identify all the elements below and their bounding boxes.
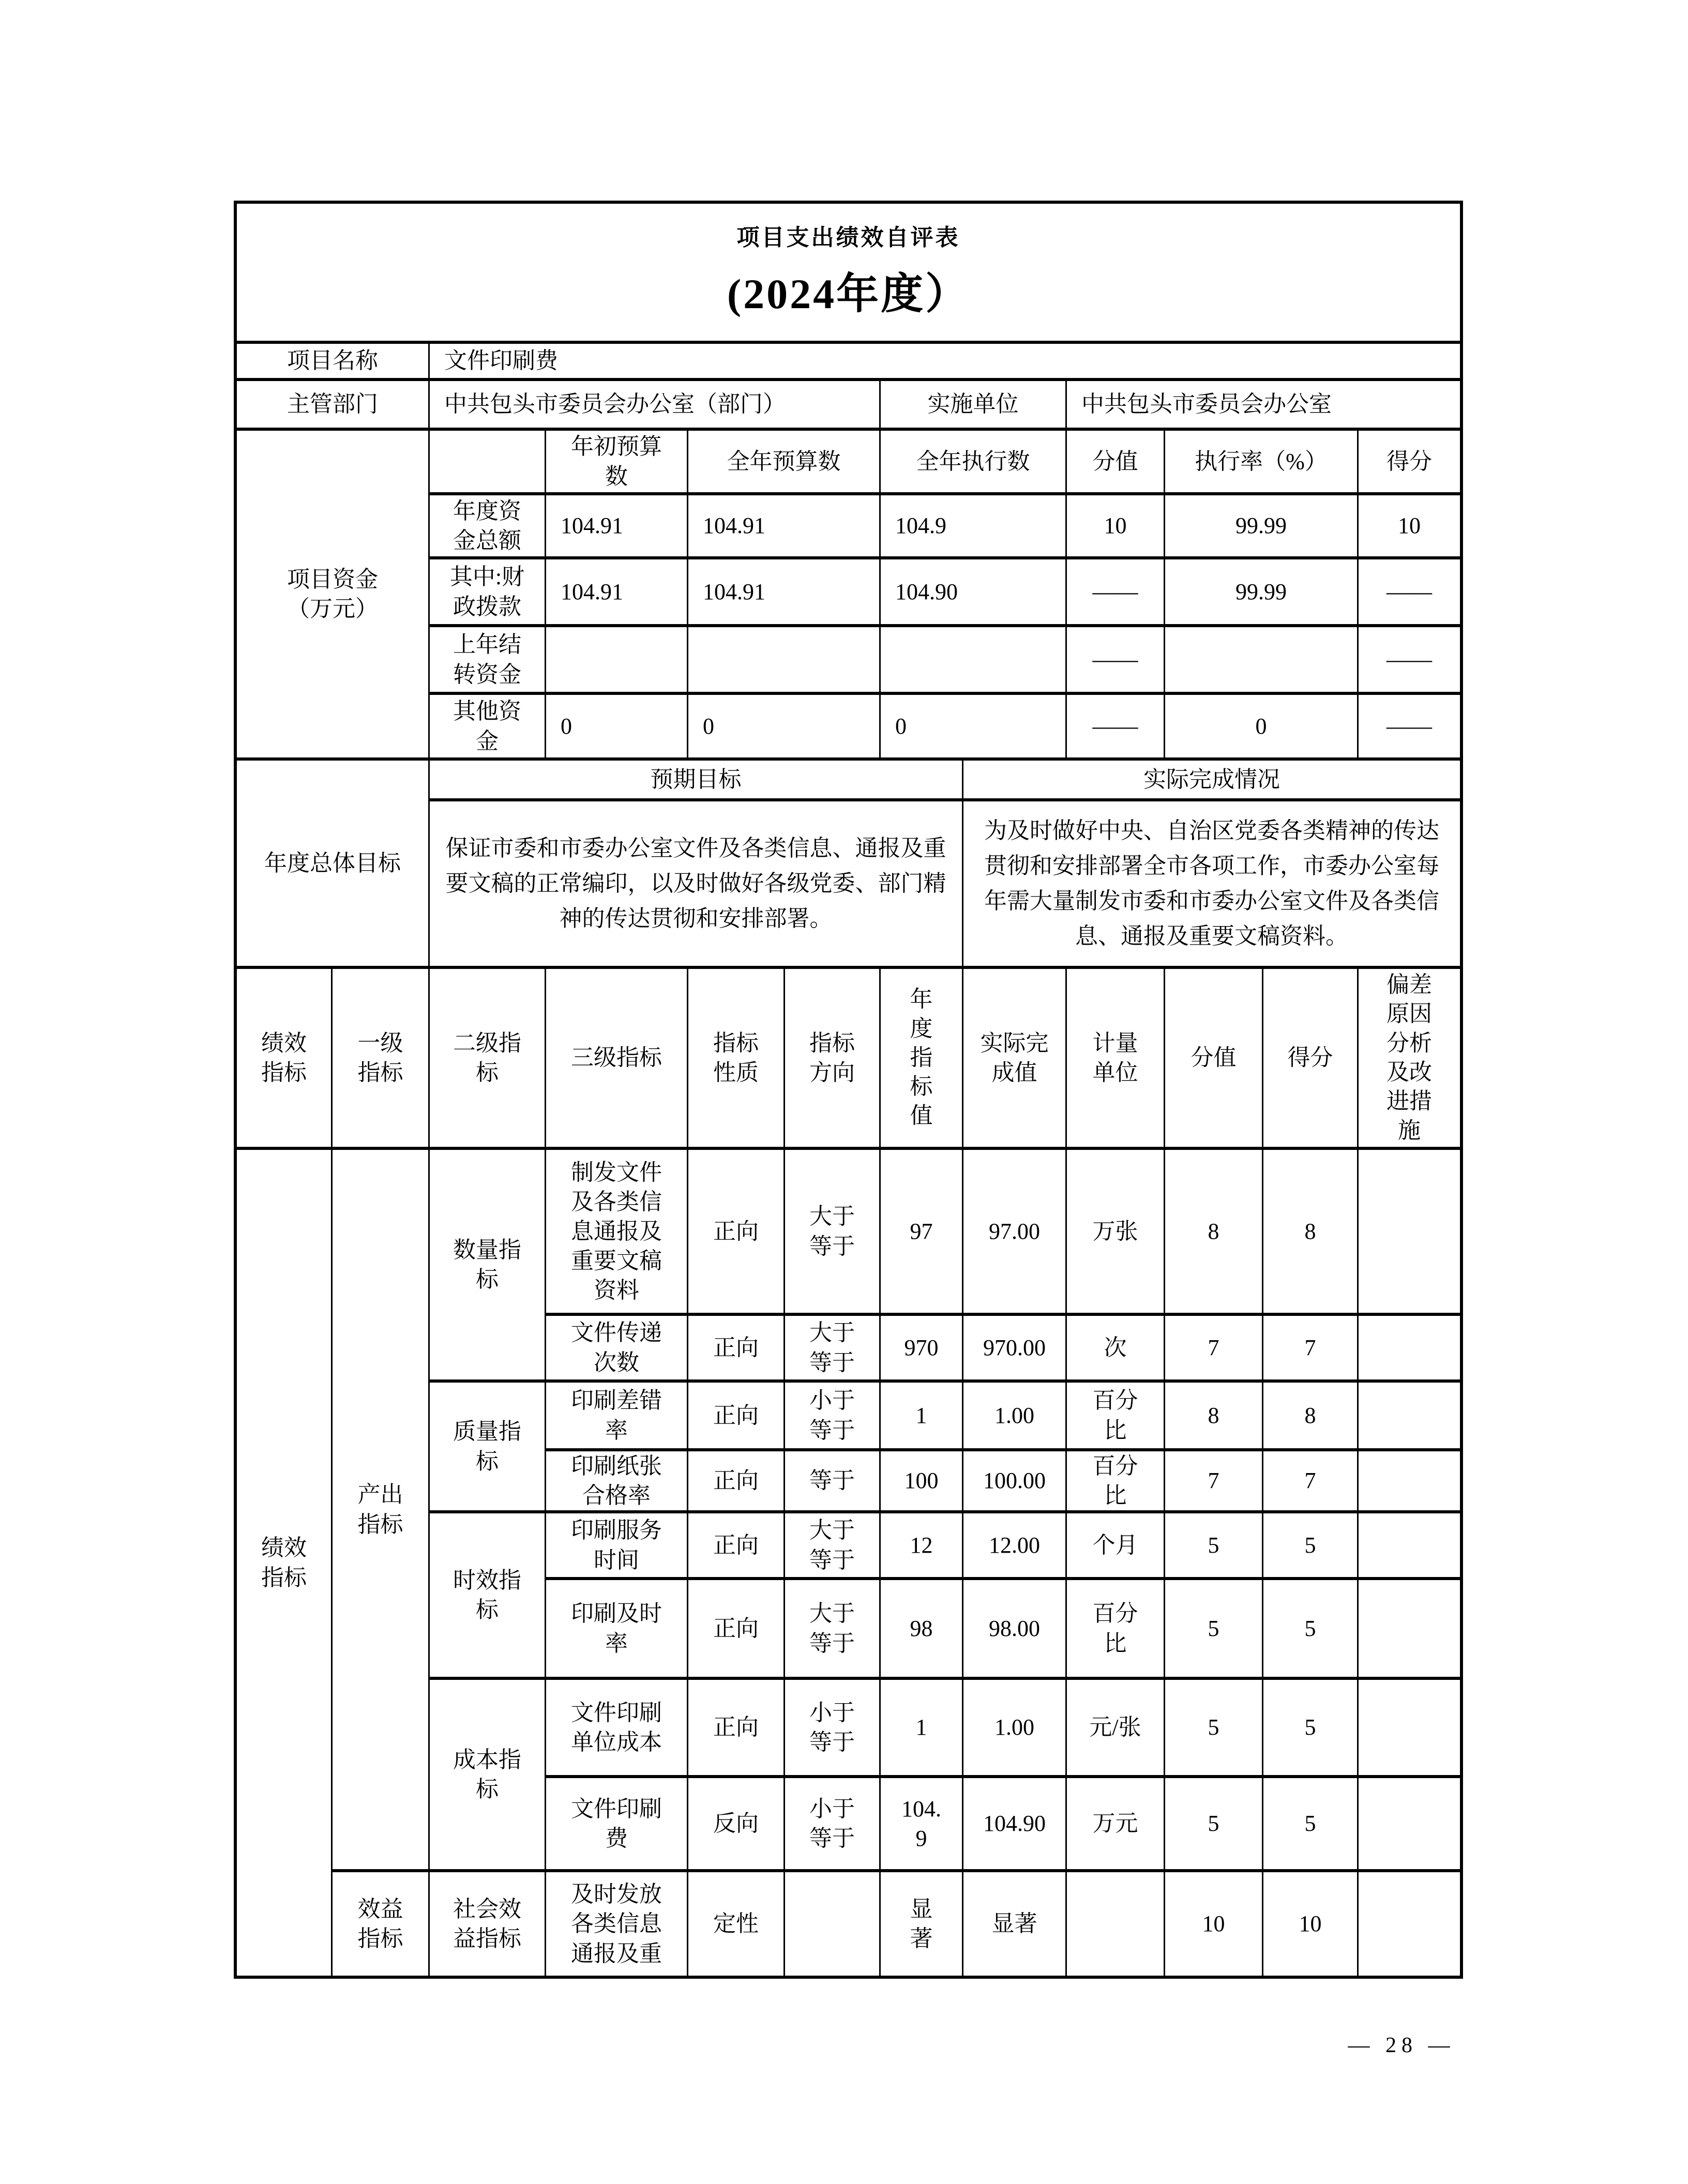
- ind-row-score-value: 7: [1165, 1316, 1263, 1383]
- ind-l2-cost: 成本指标: [430, 1680, 546, 1872]
- ind-header-l1: 一级指标: [333, 969, 430, 1150]
- ind-row-score-value: 8: [1165, 1383, 1263, 1451]
- self-evaluation-table: [234, 201, 1463, 1979]
- funding-row-label: 上年结转资金: [430, 627, 546, 695]
- ind-row-l3: 文件传递次数: [546, 1316, 688, 1383]
- ind-row-actual: 98.00: [963, 1580, 1067, 1680]
- ind-row-score: 7: [1263, 1451, 1359, 1513]
- ind-row-nature: 正向: [688, 1150, 785, 1316]
- funding-cell: 10: [1067, 495, 1165, 559]
- ind-row-nature: 正向: [688, 1513, 785, 1580]
- ind-row-direction: 大于等于: [785, 1316, 881, 1383]
- ind-row-unit: 元/张: [1067, 1680, 1165, 1778]
- ind-row-actual: 100.00: [963, 1451, 1067, 1513]
- ind-row-deviation: [1359, 1383, 1460, 1451]
- ind-row-actual: 104.90: [963, 1778, 1067, 1872]
- title-line-2: (2024年度）: [727, 270, 970, 317]
- ind-header-nature: 指标性质: [688, 969, 785, 1150]
- funding-cell: 104.91: [688, 559, 881, 627]
- ind-row-score: 7: [1263, 1316, 1359, 1383]
- table-title: [237, 204, 1460, 344]
- ind-row-target: 98: [881, 1580, 963, 1680]
- ind-row-actual: 970.00: [963, 1316, 1067, 1383]
- funding-header-score-value: 分值: [1067, 431, 1165, 495]
- ind-row-nature: 反向: [688, 1778, 785, 1872]
- ind-row-score: 10: [1263, 1872, 1359, 1976]
- funding-cell: 99.99: [1165, 559, 1359, 627]
- ind-row-score-value: 5: [1165, 1513, 1263, 1580]
- goals-label: 年度总体目标: [237, 761, 430, 969]
- ind-row-target: 97: [881, 1150, 963, 1316]
- ind-row-direction: 等于: [785, 1451, 881, 1513]
- ind-row-target: 显著: [881, 1872, 963, 1976]
- ind-row-score-value: 7: [1165, 1451, 1263, 1513]
- ind-l1-benefit: 效益指标: [333, 1872, 430, 1976]
- funding-cell: 0: [546, 695, 688, 761]
- ind-row-score: 5: [1263, 1580, 1359, 1680]
- funding-cell: 104.90: [881, 559, 1067, 627]
- funding-cell: 104.91: [546, 495, 688, 559]
- ind-row-nature: 定性: [688, 1872, 785, 1976]
- ind-row-nature: 正向: [688, 1680, 785, 1778]
- ind-row-deviation: [1359, 1872, 1460, 1976]
- ind-header-deviation: 偏差原因分析及改进措施: [1359, 969, 1460, 1150]
- funding-row-label: 其中:财政拨款: [430, 559, 546, 627]
- ind-group-label: 绩效指标: [237, 1150, 333, 1976]
- goals-actual-text: 为及时做好中央、自治区党委各类精神的传达贯彻和安排部署全市各项工作，市委办公室每年需大量制发市委和市委办公室文件及各类信息、通报及重要文稿资料。: [963, 801, 1460, 969]
- funding-cell: 0: [688, 695, 881, 761]
- ind-row-score-value: 10: [1165, 1872, 1263, 1976]
- ind-row-direction: 小于等于: [785, 1778, 881, 1872]
- page-number: — 28 —: [1348, 2034, 1455, 2057]
- ind-l2-time: 时效指标: [430, 1513, 546, 1680]
- ind-row-l3: 及时发放各类信息通报及重: [546, 1872, 688, 1976]
- ind-row-score: 5: [1263, 1778, 1359, 1872]
- ind-row-nature: 正向: [688, 1580, 785, 1680]
- ind-header-actual: 实际完成值: [963, 969, 1067, 1150]
- ind-row-direction: [785, 1872, 881, 1976]
- funding-cell: 10: [1359, 495, 1460, 559]
- title-line-1: 项目支出绩效自评表: [736, 224, 960, 250]
- funding-cell: 99.99: [1165, 495, 1359, 559]
- goals-actual-header: 实际完成情况: [963, 761, 1460, 801]
- funding-header-score: 得分: [1359, 431, 1460, 495]
- funding-row-label: 其他资金: [430, 695, 546, 761]
- ind-row-l3: 印刷及时率: [546, 1580, 688, 1680]
- ind-row-direction: 小于等于: [785, 1680, 881, 1778]
- goals-expected-text: 保证市委和市委办公室文件及各类信息、通报及重要文稿的正常编印，以及时做好各级党委、部门精神的传达贯彻和安排部署。: [430, 801, 963, 969]
- project-name-value: 文件印刷费: [430, 344, 1460, 381]
- ind-row-l3: 文件印刷单位成本: [546, 1680, 688, 1778]
- funding-cell: [688, 627, 881, 695]
- ind-row-unit: 次: [1067, 1316, 1165, 1383]
- ind-row-l3: 印刷差错率: [546, 1383, 688, 1451]
- ind-row-deviation: [1359, 1451, 1460, 1513]
- ind-row-direction: 小于等于: [785, 1383, 881, 1451]
- ind-row-nature: 正向: [688, 1383, 785, 1451]
- ind-row-target: 104.9: [881, 1778, 963, 1872]
- ind-row-score-value: 8: [1165, 1150, 1263, 1316]
- ind-row-score-value: 5: [1165, 1680, 1263, 1778]
- ind-row-unit: [1067, 1872, 1165, 1976]
- funding-header-executed: 全年执行数: [881, 431, 1067, 495]
- ind-row-nature: 正向: [688, 1451, 785, 1513]
- ind-row-target: 100: [881, 1451, 963, 1513]
- ind-row-unit: 万元: [1067, 1778, 1165, 1872]
- ind-l1-output: 产出指标: [333, 1150, 430, 1872]
- funding-cell: [881, 627, 1067, 695]
- funding-cell: 104.9: [881, 495, 1067, 559]
- ind-row-l3: 印刷服务时间: [546, 1513, 688, 1580]
- dept-label: 主管部门: [237, 381, 430, 431]
- ind-header-group: 绩效指标: [237, 969, 333, 1150]
- ind-header-target: 年度指标值: [881, 969, 963, 1150]
- ind-row-score: 8: [1263, 1150, 1359, 1316]
- ind-row-nature: 正向: [688, 1316, 785, 1383]
- project-name-label: 项目名称: [237, 344, 430, 381]
- ind-header-l3: 三级指标: [546, 969, 688, 1150]
- funding-header-exec-rate: 执行率（%）: [1165, 431, 1359, 495]
- ind-row-deviation: [1359, 1316, 1460, 1383]
- ind-row-unit: 百分比: [1067, 1451, 1165, 1513]
- ind-header-direction: 指标方向: [785, 969, 881, 1150]
- funding-cell: ——: [1359, 627, 1460, 695]
- ind-row-unit: 个月: [1067, 1513, 1165, 1580]
- funding-cell: ——: [1067, 559, 1165, 627]
- funding-cell: [1165, 627, 1359, 695]
- ind-row-target: 12: [881, 1513, 963, 1580]
- ind-row-direction: 大于等于: [785, 1150, 881, 1316]
- ind-row-l3: 文件印刷费: [546, 1778, 688, 1872]
- funding-cell: 0: [881, 695, 1067, 761]
- ind-row-l3: 制发文件及各类信息通报及重要文稿资料: [546, 1150, 688, 1316]
- ind-row-deviation: [1359, 1680, 1460, 1778]
- funding-cell: ——: [1359, 695, 1460, 761]
- ind-row-unit: 百分比: [1067, 1383, 1165, 1451]
- ind-header-score-value: 分值: [1165, 969, 1263, 1150]
- ind-row-actual: 1.00: [963, 1680, 1067, 1778]
- ind-row-score-value: 5: [1165, 1778, 1263, 1872]
- funding-cell: 0: [1165, 695, 1359, 761]
- dept-value: 中共包头市委员会办公室（部门）: [430, 381, 881, 431]
- funding-cell: [546, 627, 688, 695]
- ind-row-deviation: [1359, 1150, 1460, 1316]
- ind-row-deviation: [1359, 1513, 1460, 1580]
- ind-row-l3: 印刷纸张合格率: [546, 1451, 688, 1513]
- funding-cell: 104.91: [688, 495, 881, 559]
- impl-unit-label: 实施单位: [881, 381, 1067, 431]
- funding-cell: 104.91: [546, 559, 688, 627]
- ind-row-actual: 97.00: [963, 1150, 1067, 1316]
- ind-row-score: 5: [1263, 1513, 1359, 1580]
- ind-row-score: 5: [1263, 1680, 1359, 1778]
- ind-row-direction: 大于等于: [785, 1513, 881, 1580]
- ind-header-l2: 二级指标: [430, 969, 546, 1150]
- funding-cell: ——: [1067, 695, 1165, 761]
- ind-row-unit: 万张: [1067, 1150, 1165, 1316]
- ind-header-score: 得分: [1263, 969, 1359, 1150]
- impl-unit-value: 中共包头市委员会办公室: [1067, 381, 1460, 431]
- ind-row-actual: 1.00: [963, 1383, 1067, 1451]
- funding-label: 项目资金（万元）: [237, 431, 430, 761]
- ind-row-target: 970: [881, 1316, 963, 1383]
- goals-expected-header: 预期目标: [430, 761, 963, 801]
- ind-row-deviation: [1359, 1580, 1460, 1680]
- ind-l2-quality: 质量指标: [430, 1383, 546, 1513]
- funding-cell: ——: [1359, 559, 1460, 627]
- ind-l2-quantity: 数量指标: [430, 1150, 546, 1383]
- ind-row-score: 8: [1263, 1383, 1359, 1451]
- ind-l2-social: 社会效益指标: [430, 1872, 546, 1976]
- funding-header-blank: [430, 431, 546, 495]
- ind-row-actual: 12.00: [963, 1513, 1067, 1580]
- ind-row-target: 1: [881, 1383, 963, 1451]
- ind-row-unit: 百分比: [1067, 1580, 1165, 1680]
- ind-row-actual: 显著: [963, 1872, 1067, 1976]
- ind-row-direction: 大于等于: [785, 1580, 881, 1680]
- funding-header-annual: 全年预算数: [688, 431, 881, 495]
- ind-row-target: 1: [881, 1680, 963, 1778]
- funding-row-label: 年度资金总额: [430, 495, 546, 559]
- ind-header-unit: 计量单位: [1067, 969, 1165, 1150]
- funding-cell: ——: [1067, 627, 1165, 695]
- funding-header-initial: 年初预算数: [546, 431, 688, 495]
- ind-row-score-value: 5: [1165, 1580, 1263, 1680]
- ind-row-deviation: [1359, 1778, 1460, 1872]
